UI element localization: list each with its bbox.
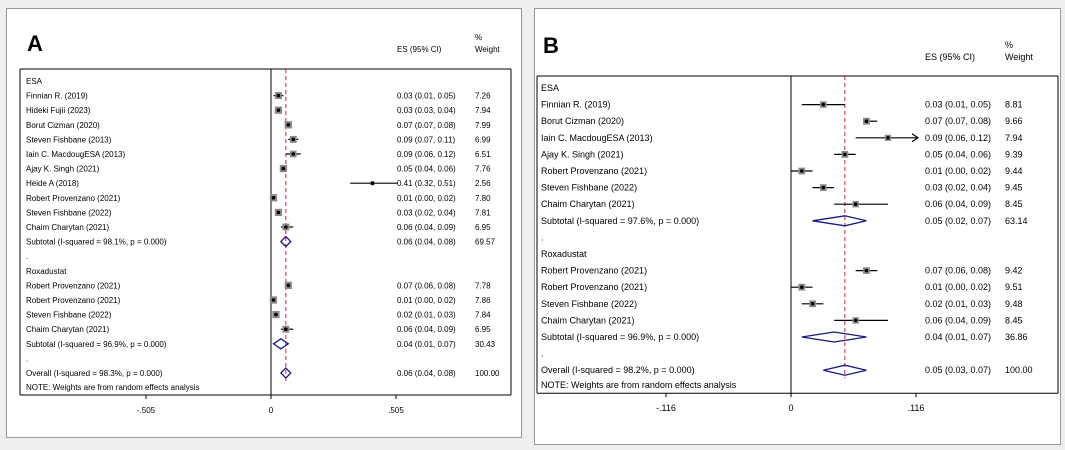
- study-label: Finnian R. (2019): [26, 91, 88, 101]
- study-point: [277, 94, 281, 98]
- weight-text: 9.66: [1005, 116, 1023, 127]
- effect-size-text: 0.41 (0.32, 0.51): [397, 179, 456, 189]
- subtotal-diamond: [802, 332, 867, 342]
- axis-tick-label: -.505: [136, 406, 156, 415]
- weight-text: 9.44: [1005, 166, 1023, 176]
- subgroup-label: Roxadustat: [541, 249, 587, 259]
- weight-text: 7.80: [475, 193, 491, 203]
- effect-size-text: 0.06 (0.04, 0.09): [397, 325, 456, 335]
- weight-text: 7.99: [475, 120, 491, 130]
- study-point: [284, 327, 288, 331]
- subgroup-label: Roxadustat: [26, 266, 67, 276]
- study-label: Chaim Charytan (2021): [26, 223, 110, 232]
- weight-text: 63.14: [1005, 215, 1028, 226]
- study-label: Subtotal (I-squared = 96.9%, p = 0.000): [541, 332, 700, 342]
- effect-size-text: 0.09 (0.06, 0.12): [925, 132, 992, 143]
- study-label: Steven Fishbane (2022): [26, 310, 112, 320]
- header-weight-label: Weight: [475, 45, 500, 54]
- forest-plot-b-svg: [535, 9, 1060, 444]
- axis-tick-label: 0: [268, 406, 274, 415]
- study-point: [886, 136, 890, 140]
- subgroup-label: ESA: [26, 77, 43, 86]
- header-pct-label: %: [1005, 40, 1014, 50]
- study-label: Overall (I-squared = 98.3%, p = 0.000): [26, 369, 163, 378]
- note-text: NOTE: Weights are from random effects analysis: [541, 380, 737, 391]
- effect-size-text: 0.04 (0.01, 0.07): [925, 332, 992, 342]
- weight-text: 7.94: [475, 106, 491, 116]
- spacer-dot: .: [26, 252, 29, 262]
- spacer-dot: .: [541, 232, 544, 243]
- effect-size-text: 0.06 (0.04, 0.09): [925, 199, 992, 210]
- study-point: [287, 123, 291, 127]
- study-point: [277, 108, 281, 112]
- study-label: Robert Provenzano (2021): [541, 282, 648, 293]
- weight-text: 30.43: [475, 339, 496, 349]
- study-point: [854, 202, 858, 206]
- weight-text: 7.78: [475, 281, 491, 291]
- axis-tick-label: .116: [907, 403, 925, 414]
- weight-text: 7.94: [1005, 132, 1023, 143]
- study-point: [865, 119, 869, 123]
- effect-size-text: 0.09 (0.06, 0.12): [397, 150, 456, 159]
- effect-size-text: 0.06 (0.04, 0.09): [397, 223, 456, 232]
- weight-text: 8.45: [1005, 315, 1023, 326]
- study-label: Subtotal (I-squared = 98.1%, p = 0.000): [26, 237, 167, 247]
- study-label: Subtotal (I-squared = 96.9%, p = 0.000): [26, 339, 167, 349]
- note-text: NOTE: Weights are from random effects analysis: [26, 383, 200, 392]
- subtotal-diamond: [813, 216, 867, 226]
- study-point: [822, 186, 826, 190]
- study-point: [284, 225, 288, 229]
- weight-text: 8.45: [1005, 199, 1023, 210]
- effect-size-text: 0.02 (0.01, 0.03): [925, 298, 992, 309]
- effect-size-text: 0.05 (0.03, 0.07): [925, 365, 992, 376]
- effect-size-text: 0.06 (0.04, 0.08): [397, 369, 456, 378]
- effect-size-text: 0.01 (0.00, 0.02): [397, 193, 456, 203]
- effect-size-text: 0.02 (0.01, 0.03): [397, 310, 456, 320]
- effect-size-text: 0.07 (0.07, 0.08): [925, 116, 992, 127]
- header-es-label: ES (95% CI): [397, 45, 442, 54]
- weight-text: 9.42: [1005, 265, 1023, 276]
- study-label: Overall (I-squared = 98.2%, p = 0.000): [541, 365, 695, 376]
- study-label: Iain C. MacdougESA (2013): [26, 150, 126, 159]
- study-label: Subtotal (I-squared = 97.6%, p = 0.000): [541, 215, 700, 226]
- effect-size-text: 0.03 (0.01, 0.05): [925, 99, 992, 110]
- weight-text: 36.86: [1005, 332, 1028, 342]
- study-label: Heide A (2018): [26, 179, 79, 189]
- study-label: Steven Fishbane (2022): [26, 208, 112, 218]
- weight-text: 6.99: [475, 135, 491, 145]
- study-point: [291, 138, 295, 142]
- study-label: Chaim Charytan (2021): [541, 315, 635, 326]
- study-label: Chaim Charytan (2021): [26, 325, 110, 335]
- effect-size-text: 0.07 (0.07, 0.08): [397, 120, 456, 130]
- effect-size-text: 0.03 (0.02, 0.04): [397, 208, 456, 218]
- weight-text: 9.51: [1005, 282, 1023, 293]
- weight-text: 7.84: [475, 310, 491, 320]
- weight-text: 6.95: [475, 325, 491, 335]
- study-point: [272, 298, 276, 302]
- forest-plot-panel-b: [534, 8, 1061, 445]
- panel-letter-a: A: [27, 31, 43, 56]
- effect-size-text: 0.05 (0.04, 0.06): [925, 149, 992, 160]
- study-label: Steven Fishbane (2022): [541, 298, 638, 309]
- panel-letter-b: B: [543, 33, 559, 58]
- effect-size-text: 0.06 (0.04, 0.09): [925, 315, 992, 326]
- weight-text: 8.81: [1005, 99, 1023, 110]
- study-label: Robert Provenzano (2021): [26, 296, 121, 305]
- weight-text: 69.57: [475, 237, 496, 247]
- study-label: Iain C. MacdougESA (2013): [541, 132, 653, 143]
- study-point: [277, 211, 281, 215]
- study-point: [287, 284, 291, 288]
- study-point: [800, 169, 804, 173]
- weight-text: 9.45: [1005, 182, 1023, 193]
- study-label: Steven Fishbane (2013): [26, 135, 112, 145]
- effect-size-text: 0.01 (0.00, 0.02): [925, 166, 992, 176]
- effect-size-text: 0.05 (0.04, 0.06): [397, 164, 456, 174]
- weight-text: 7.86: [475, 296, 491, 305]
- weight-text: 100.00: [475, 369, 500, 378]
- weight-text: 7.26: [475, 91, 491, 101]
- effect-size-text: 0.03 (0.03, 0.04): [397, 106, 456, 116]
- study-point: [371, 181, 375, 185]
- weight-text: 9.48: [1005, 298, 1023, 309]
- forest-plot-a-svg: [7, 9, 521, 437]
- spacer-dot: .: [541, 348, 544, 359]
- spacer-dot: .: [26, 354, 29, 364]
- study-label: Robert Provenzano (2021): [541, 265, 648, 276]
- axis-tick-label: 0: [788, 403, 794, 414]
- study-point: [811, 302, 815, 306]
- header-weight-label: Weight: [1005, 52, 1033, 62]
- study-label: Ajay K. Singh (2021): [26, 164, 100, 174]
- weight-text: 2.56: [475, 179, 491, 189]
- header-pct-label: %: [475, 33, 483, 42]
- header-es-label: ES (95% CI): [925, 52, 976, 62]
- study-point: [843, 153, 847, 157]
- axis-tick-label: .505: [388, 406, 404, 415]
- effect-size-text: 0.06 (0.04, 0.08): [397, 237, 456, 247]
- study-label: Steven Fishbane (2022): [541, 182, 638, 193]
- study-point: [865, 269, 869, 273]
- study-label: Robert Provenzano (2021): [541, 166, 648, 176]
- forest-plot-panel-a: [6, 8, 522, 438]
- effect-size-text: 0.03 (0.01, 0.05): [397, 91, 456, 101]
- effect-size-text: 0.04 (0.01, 0.07): [397, 339, 456, 349]
- weight-text: 7.81: [475, 208, 491, 218]
- study-label: Finnian R. (2019): [541, 99, 611, 110]
- effect-size-text: 0.03 (0.02, 0.04): [925, 182, 992, 193]
- study-point: [854, 319, 858, 323]
- weight-text: 6.51: [475, 150, 491, 159]
- study-label: Robert Provenzano (2021): [26, 193, 121, 203]
- study-point: [272, 196, 276, 200]
- weight-text: 7.76: [475, 164, 491, 174]
- effect-size-text: 0.01 (0.00, 0.02): [397, 296, 456, 305]
- study-point: [291, 152, 295, 156]
- axis-tick-label: -.116: [656, 403, 676, 414]
- study-point: [800, 285, 804, 289]
- subgroup-label: ESA: [541, 83, 560, 93]
- study-label: Robert Provenzano (2021): [26, 281, 121, 291]
- weight-text: 6.95: [475, 223, 491, 232]
- study-label: Borut Cizman (2020): [541, 116, 625, 127]
- effect-size-text: 0.01 (0.00, 0.02): [925, 282, 992, 293]
- effect-size-text: 0.07 (0.06, 0.08): [925, 265, 992, 276]
- effect-size-text: 0.09 (0.07, 0.11): [397, 135, 456, 145]
- study-point: [274, 313, 278, 317]
- study-point: [282, 167, 286, 171]
- study-label: Borut Cizman (2020): [26, 120, 100, 130]
- study-point: [822, 103, 826, 107]
- effect-size-text: 0.07 (0.06, 0.08): [397, 281, 456, 291]
- study-label: Ajay K. Singh (2021): [541, 149, 624, 160]
- weight-text: 9.39: [1005, 149, 1023, 160]
- effect-size-text: 0.05 (0.02, 0.07): [925, 215, 992, 226]
- study-label: Chaim Charytan (2021): [541, 199, 635, 210]
- study-label: Hideki Fujii (2023): [26, 106, 91, 116]
- weight-text: 100.00: [1005, 365, 1033, 376]
